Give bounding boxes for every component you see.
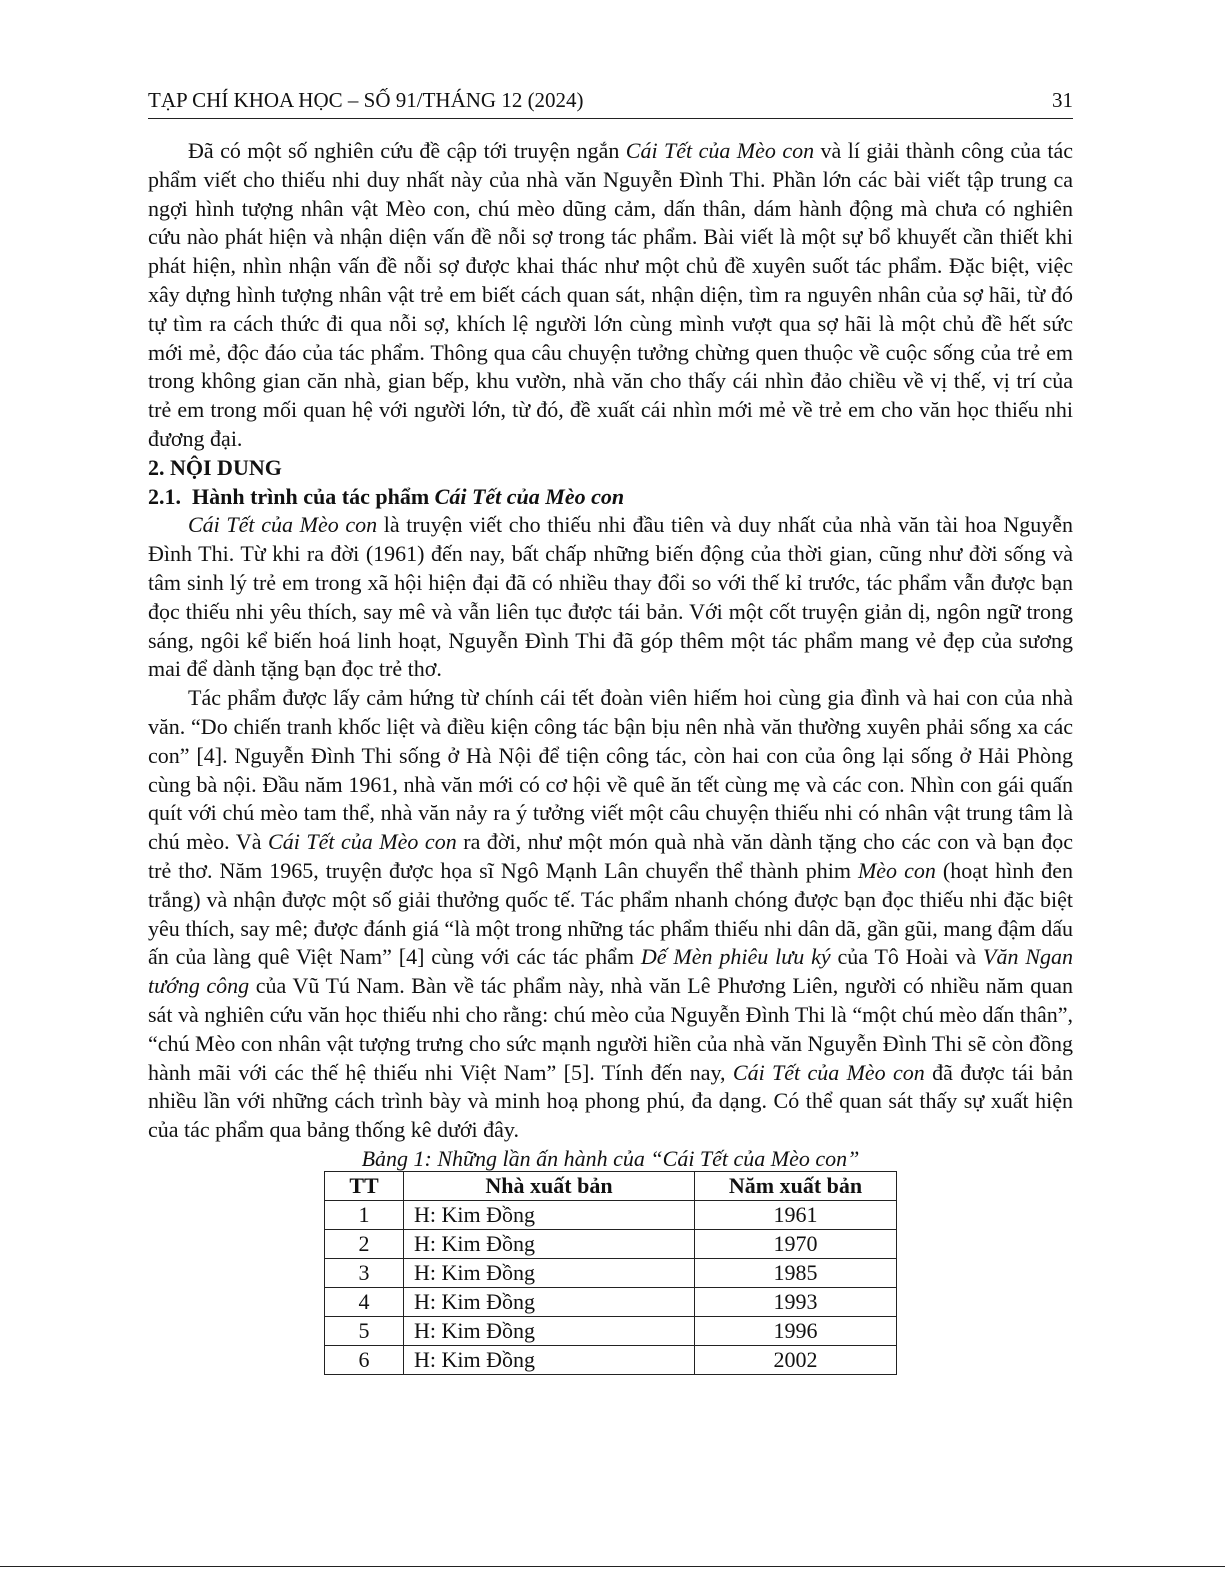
italic-work-title: Văn Ngan tướng công bbox=[148, 944, 1073, 999]
cell-year: 1970 bbox=[695, 1229, 897, 1258]
cell-tt: 3 bbox=[325, 1258, 404, 1287]
subsection-title: Hành trình của tác phẩm bbox=[192, 483, 435, 509]
article-body bbox=[148, 137, 1073, 1375]
table-row bbox=[325, 1316, 897, 1345]
paragraph-work-intro bbox=[148, 511, 1073, 684]
table-row bbox=[325, 1258, 897, 1287]
text-run: của Tô Hoài và bbox=[830, 944, 984, 970]
italic-work-title: Cái Tết của Mèo con bbox=[188, 512, 378, 538]
cell-year: 1993 bbox=[695, 1287, 897, 1316]
text-run: ra đời, như một món quà nhà văn dành tặng cho các con và bạn đọc trẻ thơ. Năm 1965, truyện được họa sĩ Ngô Mạnh Lân chuyển thể thành phim bbox=[148, 829, 1073, 883]
cell-tt: 5 bbox=[325, 1316, 404, 1345]
text-run: (hoạt hình đen trắng) và nhận được một số giải thưởng quốc tế. Tác phẩm nhanh chóng được bạn đọc thiếu nhi đặc biệt yêu thích, say mê; được đánh giá “là một trong những tác phẩm thiếu nhi dân dã, gần gũi, mang đậm dấu ấn của làng quê Việt Nam” [4] cùng với các tác phẩm bbox=[148, 857, 1073, 970]
text-run: Đã có một số nghiên cứu đề cập tới truyện ngắn bbox=[188, 138, 626, 163]
journal-title: TẠP CHÍ KHOA HỌC – SỐ 91/THÁNG 12 (2024) bbox=[148, 88, 584, 112]
cell-publisher: H: Kim Đồng bbox=[404, 1258, 695, 1287]
column-header-publisher: Nhà xuất bản bbox=[404, 1171, 695, 1200]
cell-tt: 2 bbox=[325, 1229, 404, 1258]
subsection-heading bbox=[148, 483, 1073, 512]
text-run: đã được tái bản nhiều lần với những cách trình bày và minh hoạ phong phú, đa dạng. Có thể quan sát thấy sự xuất hiện của tác phẩm qua bảng thống kê dưới đây. bbox=[148, 1059, 1073, 1143]
cell-tt: 6 bbox=[325, 1345, 404, 1374]
italic-work-title: Cái Tết của Mèo con bbox=[732, 1059, 925, 1085]
text-run: và lí giải thành công của tác phẩm viết cho thiếu nhi duy nhất này của nhà văn Nguyễn Đình Thi. Phần lớn các bài viết tập trung ca ngợi hình tượng nhân vật Mèo con, chú mèo dũng cảm, dấn thân, dám hành động mà chưa có nghiên cứu nào phát hiện và nhận diện vấn đề nỗi sợ trong tác phẩm. Bài viết là một sự bổ khuyết cần thiết khi phát hiện, nhìn nhận vấn đề nỗi sợ được khai thác như một chủ đề xuyên suốt tác phẩm. Đặc biệt, việc xây dựng hình tượng nhân vật trẻ em biết cách quan sát, nhận diện, tìm ra nguyên nhân của sợ hãi, từ đó tự tìm ra cách thức đi qua nỗi sợ, khích lệ người lớn cùng mình vượt qua sợ hãi là một chủ đề hết sức mới mẻ, độc đáo của tác phẩm. Thông qua câu chuyện tưởng chừng quen thuộc về cuộc sống của trẻ em trong không gian căn nhà, gian bếp, khu vườn, nhà văn cho thấy cái nhìn đảo chiều về vị thế, vị trí của trẻ em trong mối quan hệ với người lớn, từ đó, đề xuất cái nhìn mới mẻ về trẻ em cho văn học thiếu nhi đương đại. bbox=[148, 138, 1073, 451]
cell-year: 2002 bbox=[695, 1345, 897, 1374]
section-heading: 2. NỘI DUNG bbox=[148, 454, 282, 480]
cell-publisher: H: Kim Đồng bbox=[404, 1287, 695, 1316]
cell-year: 1996 bbox=[695, 1316, 897, 1345]
page-number: 31 bbox=[1052, 88, 1073, 112]
cell-publisher: H: Kim Đồng bbox=[404, 1345, 695, 1374]
cell-tt: 4 bbox=[325, 1287, 404, 1316]
italic-work-title: Cái Tết của Mèo con bbox=[625, 138, 815, 163]
page-bottom-rule bbox=[0, 1566, 1225, 1567]
text-run: Tác phẩm được lấy cảm hứng từ chính cái tết đoàn viên hiếm hoi cùng gia đình và hai con của nhà văn. “Do chiến tranh khốc liệt và điều kiện công tác bận bịu nên nhà văn thường xuyên phải sống xa các con” [4]. Nguyễn Đình Thi sống ở Hà Nội để tiện công tác, còn hai con của ông lại sống ở Hải Phòng cùng bà nội. Đầu năm 1961, nhà văn mới có cơ hội về quê ăn tết cùng mẹ và các con. Nhìn con gái quấn quít với chú mèo tam thể, nhà văn nảy ra ý tưởng viết một câu chuyện thiếu nhi có nhân vật trung tâm là chú mèo. Và bbox=[148, 685, 1073, 855]
table-row bbox=[325, 1200, 897, 1229]
column-header-tt: TT bbox=[325, 1171, 404, 1200]
subsection-title-work: Cái Tết của Mèo con bbox=[434, 483, 625, 509]
table-row bbox=[325, 1229, 897, 1258]
table-caption: Bảng 1: Những lần ấn hành của “Cái Tết của Mèo con” bbox=[361, 1145, 860, 1171]
cell-year: 1985 bbox=[695, 1258, 897, 1287]
intro-paragraph bbox=[148, 137, 1073, 454]
cell-publisher: H: Kim Đồng bbox=[404, 1229, 695, 1258]
cell-publisher: H: Kim Đồng bbox=[404, 1316, 695, 1345]
text-run: là truyện viết cho thiếu nhi đầu tiên và duy nhất của nhà văn tài hoa Nguyễn Đình Thi. Từ khi ra đời (1961) đến nay, bất chấp những biến động của thời gian, cũng như đời sống và tâm sinh lý trẻ em trong xã hội hiện đại đã có nhiều thay đổi so với thế kỉ trước, tác phẩm vẫn được bạn đọc thiếu nhi yêu thích, say mê và vẫn liên tục được tái bản. Với một cốt truyện giản dị, ngôn ngữ trong sáng, ngôi kể biến hoá linh hoạt, Nguyễn Đình Thi đã góp thêm một tác phẩm mang vẻ đẹp của sương mai để dành tặng bạn đọc trẻ thơ. bbox=[148, 512, 1073, 682]
cell-year: 1961 bbox=[695, 1200, 897, 1229]
editions-table bbox=[324, 1171, 897, 1375]
italic-work-title: Cái Tết của Mèo con bbox=[268, 829, 457, 855]
italic-work-title: Dế Mèn phiêu lưu ký bbox=[640, 944, 831, 970]
subsection-number: 2.1. bbox=[148, 483, 181, 509]
running-header bbox=[148, 88, 1073, 119]
table-row bbox=[325, 1287, 897, 1316]
table-row bbox=[325, 1345, 897, 1374]
italic-work-title: Mèo con bbox=[857, 857, 936, 883]
text-run: của Vũ Tú Nam. Bàn về tác phẩm này, nhà văn Lê Phương Liên, người có nhiều năm quan sát và nghiên cứu văn học thiếu nhi cho rằng: chú mèo của Nguyễn Đình Thi là “một chú mèo dấn thân”, “chú Mèo con nhân vật tượng trưng cho sức mạnh người hiền của nhà văn Nguyễn Đình Thi sẽ còn đồng hành mãi với các thế hệ thiếu nhi Việt Nam” [5]. Tính đến nay, bbox=[148, 973, 1073, 1085]
cell-publisher: H: Kim Đồng bbox=[404, 1200, 695, 1229]
table-header-row bbox=[325, 1171, 897, 1200]
column-header-year: Năm xuất bản bbox=[695, 1171, 897, 1200]
cell-tt: 1 bbox=[325, 1200, 404, 1229]
paragraph-work-history bbox=[148, 684, 1073, 1145]
